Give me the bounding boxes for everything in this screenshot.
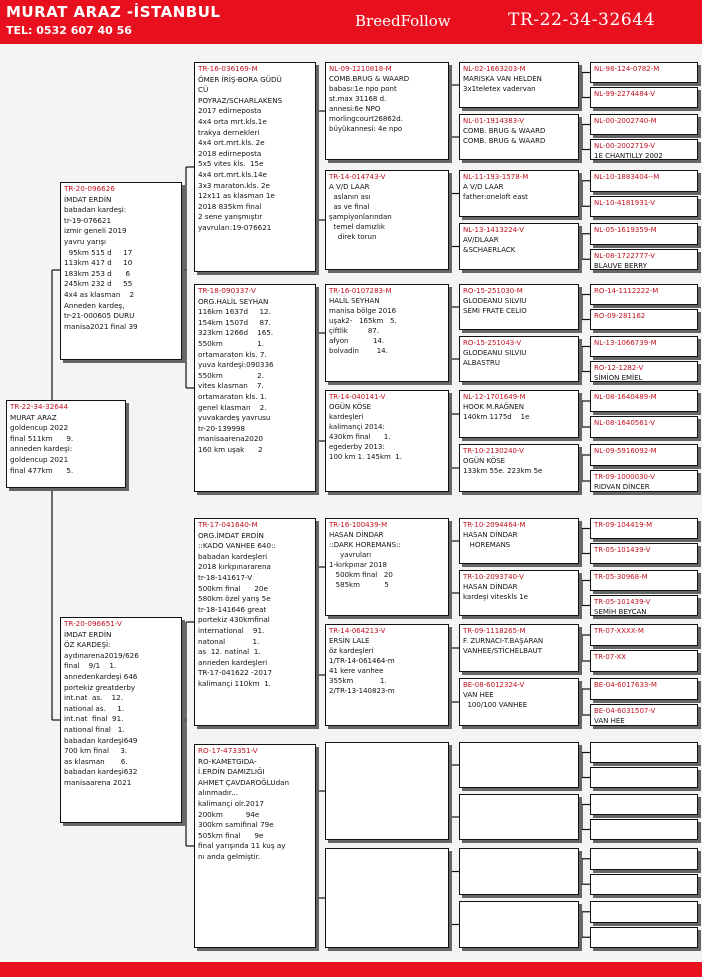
ancestor-gen4-card-4 (325, 390, 449, 492)
ring-number: TR-10-2130240-V (463, 447, 524, 455)
pedigree-note: 12x11 as klasman 1e (198, 191, 275, 201)
pedigree-note: HASAN DİNDAR (329, 531, 384, 539)
pedigree-note: 2/TR-13-140823-m (329, 687, 395, 695)
ancestor-gen6-card-14 (590, 416, 698, 438)
pedigree-note: yavruları:19-076621 (198, 222, 272, 232)
ancestor-gen6-card-18 (590, 543, 698, 564)
pedigree-note: manisa bölge 2016 (329, 307, 397, 315)
pedigree-note: portekiz greatderby (64, 682, 136, 692)
pedigree-note: ORG.HALİL SEYHAN (198, 296, 269, 306)
ancestor-gen6-card-12 (590, 361, 698, 382)
ancestor-gen5-card-10 (459, 570, 579, 616)
ancestor-gen6-card-3 (590, 114, 698, 135)
pedigree-note: direk torun (329, 233, 377, 241)
pedigree-note: çiftlik 87. (329, 327, 379, 335)
pedigree-note: COMB. BRUG & WAARD (463, 137, 546, 145)
ring-number: NL-02-1663203-M (463, 65, 526, 73)
ancestor-gen6-card-5 (590, 170, 698, 192)
pedigree-note: manisa2021 final 39 (64, 321, 138, 331)
pedigree-note: morlingcourt26862d. (329, 115, 403, 123)
ring-number: NL-10-4181931-V (594, 198, 656, 207)
pedigree-note: final yarışında 11 kuş ay (198, 841, 286, 851)
ring-number: NL-12-1701649-M (463, 393, 526, 401)
pedigree-note: CÜ (198, 85, 209, 95)
pedigree-note: ortamaraton kls. 7. (198, 349, 267, 359)
ancestor-gen4-card-7 (325, 742, 449, 840)
pedigree-note: portekiz 430kmfinal (198, 615, 270, 625)
header-ring-number: TR-22-34-32644 (508, 10, 656, 30)
pedigree-note: babası:1e npo pont (329, 85, 397, 93)
pedigree-note: aslanın ası (329, 193, 371, 201)
ancestor-gen5-card-15 (459, 848, 579, 895)
breeder-name: MURAT ARAZ -İSTANBUL (6, 3, 221, 21)
pedigree-note: 183km 253 d 6 (64, 268, 131, 278)
ancestor-gen4-card-3 (325, 284, 449, 382)
ring-number: TR-18-090337-V (198, 286, 256, 295)
pedigree-note: kalimançi 2014: (329, 423, 385, 431)
dam-card (60, 617, 182, 823)
pedigree-note: 355km 1. (329, 677, 387, 685)
pedigree-note: manisaarena 2021 (64, 777, 132, 787)
pedigree-note: GLODEANU SILVIU (463, 349, 527, 357)
pedigree-note: GLODEANU SILVIU (463, 297, 527, 305)
ring-number: TR-05-101439-V (594, 546, 651, 554)
pedigree-note: yuva kardeşi:090336 (198, 360, 274, 370)
ring-number: NL-10-1883404--M (594, 173, 660, 181)
pedigree-note: trakya dernekleri (198, 127, 260, 137)
pedigree-note: egederby 2013: (329, 443, 385, 451)
ring-number: RO-15-251030-M (463, 287, 523, 295)
ring-number: TR-16-0107283-M (329, 287, 392, 295)
site-name[interactable]: BreedFollow (355, 12, 451, 30)
pedigree-note: yavru yarışı (64, 236, 107, 246)
ring-number: RO-12-1282-V (594, 364, 644, 372)
ancestor-gen5-card-1 (459, 62, 579, 108)
pedigree-note: father:oneloft east (463, 193, 528, 201)
pedigree-note: nı anda gelmiştir. (198, 851, 261, 861)
pedigree-note: yavruları (329, 551, 372, 559)
ring-number: NL-00-2002740-M (594, 117, 657, 125)
pedigree-note: A V/D LAAR (463, 183, 504, 191)
pedigree-note: 500km final 20 (329, 571, 393, 579)
pedigree-note: İ.ERDİN DAMIZLIĞI (198, 767, 265, 777)
ancestor-gen6-card-28 (590, 819, 698, 840)
ring-number: TR-10-2094464-M (463, 521, 526, 529)
ancestor-gen5-card-6 (459, 336, 579, 382)
ancestor-gen6-card-29 (590, 848, 698, 870)
pedigree-note: A V/D LAAR (329, 183, 370, 191)
pedigree-note: AV/DLAAR (463, 236, 499, 244)
ancestor-gen6-card-8 (590, 249, 698, 271)
ring-number: TR-05-30968-M (594, 573, 648, 581)
pedigree-note: 550km 2. (198, 370, 265, 380)
ancestor-gen5-card-5 (459, 284, 579, 330)
ancestor-gen6-card-17 (590, 518, 698, 539)
ring-number: TR-20-096626 (64, 184, 115, 193)
pedigree-note: manisaarena2020 (198, 434, 263, 444)
pedigree-note: ::KADO VANHEE 640:: (198, 541, 276, 551)
ancestor-gen5-card-16 (459, 901, 579, 948)
ancestor-gen6-card-4 (590, 139, 698, 160)
pedigree-note: 3x1teletex vadervan (463, 85, 536, 93)
pedigree-note: OGÜN KÖSE (463, 457, 506, 465)
ancestor-gen6-card-31 (590, 901, 698, 923)
pedigree-note: goldencup 2022 (10, 423, 69, 433)
ring-number: TR-05-101439-V (594, 598, 651, 606)
ring-number: TR-17-041640-M (198, 520, 258, 529)
pedigree-note: COMB. BRUG & WAARD (463, 127, 546, 135)
ancestor-gen6-card-25 (590, 742, 698, 763)
pedigree-note: 4x4 ort.mrt.kls.14e (198, 169, 267, 179)
pedigree-note: POYRAZ/SCHARLAKENS (198, 95, 283, 105)
pedigree-note: 1-kırkpınar 2018 (329, 561, 387, 569)
ancestor-gen6-card-22 (590, 650, 698, 672)
ring-number: NL-13-1066739-M (594, 339, 657, 347)
ring-number: RO-15-251043-V (463, 339, 522, 347)
ring-number: RO-17-473351-V (198, 746, 258, 755)
pedigree-note: tr-20-139998 (198, 423, 246, 433)
ring-number: TR-14-040141-V (329, 393, 386, 401)
pedigree-note: kardeşleri (329, 413, 364, 421)
ancestor-gen6-card-11 (590, 336, 698, 357)
grandparent-card-1 (194, 62, 316, 272)
pedigree-note: OGÜN KÖSE (329, 403, 372, 411)
pedigree-note: 2018 835km final (198, 201, 262, 211)
ancestor-gen6-card-16 (590, 470, 698, 492)
ring-number: RO-14-1112222-M (594, 287, 659, 295)
ring-number: NL-05-1619359-M (594, 226, 657, 234)
ring-number: BE-08-6012324-V (463, 681, 525, 689)
ancestor-gen4-card-2 (325, 170, 449, 270)
pedigree-note: 100/100 VANHEE (463, 701, 528, 709)
pedigree-note: annesi:6e NPO (329, 105, 381, 113)
ancestor-gen4-card-5 (325, 518, 449, 616)
pedigree-note: 2018 kırkpınararena (198, 562, 271, 572)
pedigree-note: 580km özel yarış 5e (198, 594, 271, 604)
pedigree-note: 2 sene yarışmıştır (198, 212, 263, 222)
ancestor-gen6-card-2 (590, 87, 698, 108)
pedigree-note: tr-18-141646 great (198, 604, 267, 614)
pedigree-note: İMDAT ERDİN (64, 629, 112, 639)
pedigree-note: büyükannesi: 4e npo (329, 125, 403, 133)
ancestor-gen6-card-26 (590, 767, 698, 788)
pedigree-note: HALİL SEYHAN (329, 297, 380, 305)
pedigree-note: babadan kardeşi: (64, 205, 127, 215)
pedigree-note: babadan kardeşi649 (64, 735, 138, 745)
pedigree-note: 1E CHANTILLY 2002 (594, 152, 663, 160)
grandparent-card-3 (194, 518, 316, 726)
pedigree-note: as 12. natinal 1. (198, 647, 261, 657)
pedigree-note: uşak2- 165km 5. (329, 317, 397, 325)
pedigree-note: 160 km uşak 2 (198, 444, 263, 454)
ancestor-gen5-card-12 (459, 678, 579, 726)
pedigree-note: ÖMER İRİŞ-BORA GÜDÜ (198, 74, 282, 84)
pedigree-note: BLAUVE BERRY (594, 261, 647, 270)
pedigree-note: international 91. (198, 625, 265, 635)
pedigree-note: MARISKA VAN HELDEN (463, 75, 542, 83)
ancestor-gen4-card-8 (325, 848, 449, 948)
ring-number: NL-11-193-1578-M (463, 173, 529, 181)
pedigree-note: alınmadır... (198, 788, 239, 798)
breeder-phone: TEL: 0532 607 40 56 (6, 24, 132, 37)
pedigree-note: national final 1. (64, 724, 125, 734)
pedigree-note: 5x5 vites kls. 15e (198, 159, 264, 169)
pedigree-note: final 511km 9. (10, 433, 74, 443)
pedigree-note: 116km 1637d 12. (198, 307, 271, 317)
pedigree-note: VAN HEE (594, 717, 625, 725)
ring-number: NL-08-1640561-V (594, 419, 656, 427)
grandparent-card-2 (194, 284, 316, 492)
pedigree-note: RO-KAMETGIDA- (198, 756, 257, 766)
pedigree-note: 4x4 orta mrt.kls.1e (198, 116, 267, 126)
ring-number: TR-16-100439-M (329, 521, 388, 529)
pedigree-note: tr-18-141617-V (198, 572, 253, 582)
ancestor-gen5-card-7 (459, 390, 579, 438)
ancestor-gen6-card-1 (590, 62, 698, 83)
ancestor-gen5-card-14 (459, 794, 579, 840)
pedigree-note: 4x4 ort.mrt.kls. 2e (198, 138, 265, 148)
pedigree-note: ortamaraton kls. 1. (198, 391, 267, 401)
ancestor-gen6-card-32 (590, 927, 698, 949)
sire-card (60, 182, 182, 360)
ancestor-gen6-card-13 (590, 390, 698, 412)
pedigree-note: TR-17-041622 -2017 (198, 668, 273, 678)
ancestor-gen5-card-8 (459, 444, 579, 492)
ring-number: NL-01-1914383-V (463, 117, 525, 125)
pedigree-note: 430km final 1. (329, 433, 391, 441)
pedigree-note: national as. 1. (64, 703, 125, 713)
pedigree-note: goldencup 2021 (10, 454, 69, 464)
ancestor-gen5-card-9 (459, 518, 579, 564)
pedigree-note: ::DARK HOREMANS:: (329, 541, 401, 549)
pedigree-note: temel damızlık (329, 223, 385, 231)
pedigree-note: 245km 232 d 55 (64, 279, 133, 289)
ring-number: NL-08-1722777-V (594, 251, 656, 260)
ancestor-gen6-card-15 (590, 444, 698, 466)
pedigree-note: kardeşi viteskls 1e (463, 593, 528, 601)
pedigree-note: izmir geneli 2019 (64, 226, 127, 236)
pedigree-note: natonal 1. (198, 636, 260, 646)
pedigree-note: as ve final (329, 203, 370, 211)
ring-number: TR-07-XXXX-M (594, 627, 644, 635)
ring-number: BE-04-6031507-V (594, 707, 656, 715)
pedigree-note: anneden kardeşi: (10, 444, 73, 454)
pedigree-note: VAN HEE (463, 691, 494, 699)
ring-number: TR-16-036169-M (198, 64, 258, 73)
footer-bar (0, 962, 702, 977)
pedigree-note: 154km 1507d 87. (198, 317, 271, 327)
ring-number: BE-04-6017633-M (594, 681, 657, 689)
ring-number: TR-20-096651-V (64, 619, 122, 628)
pedigree-note: 505km final 9e (198, 830, 264, 840)
pedigree-note: 95km 515 d 17 (64, 247, 133, 257)
ancestor-gen6-card-19 (590, 570, 698, 591)
ancestor-gen6-card-6 (590, 196, 698, 218)
pedigree-note: 700 km final 3. (64, 746, 128, 756)
pedigree-note: HASAN DİNDAR (463, 583, 518, 591)
pedigree-note: 200km 94e (198, 809, 260, 819)
ancestor-gen5-card-3 (459, 170, 579, 217)
ancestor-gen4-card-6 (325, 624, 449, 726)
pedigree-note: aydınarena2019/626 (64, 650, 139, 660)
ancestor-gen5-card-13 (459, 742, 579, 788)
ancestor-gen6-card-23 (590, 678, 698, 700)
pedigree-note: ÖZ KARDEŞİ: (64, 640, 111, 650)
pedigree-note: ERSİN LALE (329, 637, 370, 645)
ring-number: NL-99-2274484-V (594, 90, 656, 98)
ring-number: TR-07-XX (594, 653, 627, 661)
pedigree-note: 500km final 20e (198, 583, 268, 593)
pedigree-note: afyon 14. (329, 337, 385, 345)
pedigree-note: ALBASTRU (463, 359, 500, 367)
ring-number: NL-00-2002719-V (594, 142, 656, 150)
pedigree-note: 2017 edirneposta (198, 106, 262, 116)
pedigree-note: 585km 5 (329, 581, 389, 589)
pedigree-note: final 9/1 1. (64, 661, 117, 671)
ancestor-gen6-card-7 (590, 223, 698, 245)
pedigree-note: babadan kardeşi632 (64, 767, 138, 777)
pedigree-note: SEMI FRATE CELIO (463, 307, 527, 315)
ancestor-gen6-card-10 (590, 309, 698, 330)
pedigree-note: AHMET ÇAVDAROĞLUdan (198, 777, 290, 787)
pedigree-note: 323km 1266d 165. (198, 328, 274, 338)
pedigree-note: HASAN DİNDAR (463, 531, 518, 539)
pedigree-note: şampiyonlarından (329, 213, 392, 221)
pedigree-note: SEMİH BEYCAN (594, 608, 647, 616)
pedigree-note: as klasman 6. (64, 756, 128, 766)
pedigree-note: yuvakardeş yavrusu (198, 413, 271, 423)
pedigree-note: 113km 417 d 10 (64, 258, 133, 268)
ancestor-gen6-card-27 (590, 794, 698, 815)
ancestor-gen5-card-11 (459, 624, 579, 672)
pedigree-note: öz kardeşleri (329, 647, 374, 655)
ring-number: TR-22-34-32644 (10, 402, 69, 411)
pedigree-note: 41 kere vanhee (329, 667, 384, 675)
ring-number: NL-09-1210818-M (329, 65, 392, 73)
pedigree-note: 2018 edirneposta (198, 148, 262, 158)
grandparent-card-4 (194, 744, 316, 948)
pedigree-note: MURAT ARAZ (10, 412, 57, 422)
ancestor-gen6-card-21 (590, 624, 698, 646)
pedigree-note: int.nat as. 12. (64, 693, 124, 703)
pedigree-note: Anneden kardeş, (64, 300, 125, 310)
pedigree-note: 550km 1. (198, 338, 265, 348)
ancestor-gen6-card-9 (590, 284, 698, 305)
ring-number: RO-09-281162 (594, 312, 646, 320)
pedigree-note: HOOK M.RAĞNEN (463, 403, 524, 411)
pedigree-note: HOREMANS (463, 541, 511, 549)
pedigree-note: anneden kardeşleri (198, 657, 268, 667)
pedigree-note: 100 km 1. 145km 1. (329, 453, 402, 461)
pedigree-note: genel klasman 2. (198, 402, 267, 412)
pedigree-note: vites klasman 7. (198, 381, 264, 391)
pedigree-note: 133km 55e. 223km 5e (463, 467, 543, 475)
ancestor-gen6-card-24 (590, 704, 698, 726)
pedigree-note: 140km 1175d 1e (463, 413, 530, 421)
ring-number: TR-14-014743-V (329, 173, 386, 181)
pedigree-note: tr-19-076621 (64, 215, 112, 225)
pedigree-note: F. ZURNACI-T.BAŞARAN (463, 637, 544, 645)
pedigree-note: 300km samifinal 79e (198, 820, 274, 830)
pedigree-note: int.nat final 91. (64, 714, 124, 724)
ancestor-gen5-card-4 (459, 223, 579, 270)
ancestor-gen5-card-2 (459, 114, 579, 160)
pedigree-note: kalimançi olr.2017 (198, 798, 264, 808)
pedigree-note: st.max 31168 d. (329, 95, 387, 103)
pedigree-note: bolvadin 14. (329, 347, 388, 355)
pedigree-note: RIDVAN DİNCER (594, 483, 650, 491)
ancestor-gen6-card-20 (590, 595, 698, 616)
pedigree-note: final 477km 5. (10, 465, 74, 475)
ring-number: NL-08-1640489-M (594, 393, 657, 401)
pedigree-note: 4x4 as klasman 2 (64, 289, 135, 299)
pedigree-note: tr-21-000605 DURU (64, 311, 135, 321)
pedigree-note: 1/TR-14-061464-m (329, 657, 395, 665)
ring-number: TR-09-104419-M (594, 521, 653, 529)
ring-number: TR-14-064213-V (329, 627, 386, 635)
subject-pigeon-card (6, 400, 126, 488)
pedigree-note: babadan kardeşleri (198, 551, 268, 561)
ring-number: TR-10-2093740-V (463, 573, 524, 581)
pedigree-note: İMDAT ERDİN (64, 194, 112, 204)
ring-number: NL-13-1413224-V (463, 226, 525, 234)
pedigree-note: annedenkardeşi 646 (64, 671, 138, 681)
pedigree-note: 3x3 maraton.kls. 2e (198, 180, 270, 190)
ancestor-gen4-card-1 (325, 62, 449, 160)
pedigree-note: COMB.BRUG & WAARD (329, 75, 410, 83)
pedigree-note: ORG.İMDAT ERDİN (198, 530, 264, 540)
pedigree-note: SİMİON EMİEL (594, 374, 643, 382)
ancestor-gen6-card-30 (590, 874, 698, 896)
ring-number: TR-09-1118265-M (463, 627, 526, 635)
pedigree-note: kalimançi 110km 1. (198, 678, 271, 688)
pedigree-note: VANHEE/STİCHELBAUT (463, 647, 543, 655)
ring-number: TR-09-1000030-V (594, 473, 655, 481)
ring-number: NL-98-124-0782-M (594, 65, 660, 73)
pedigree-note: &SCHAERLACK (463, 246, 516, 254)
ring-number: NL-09-5916092-M (594, 447, 657, 455)
